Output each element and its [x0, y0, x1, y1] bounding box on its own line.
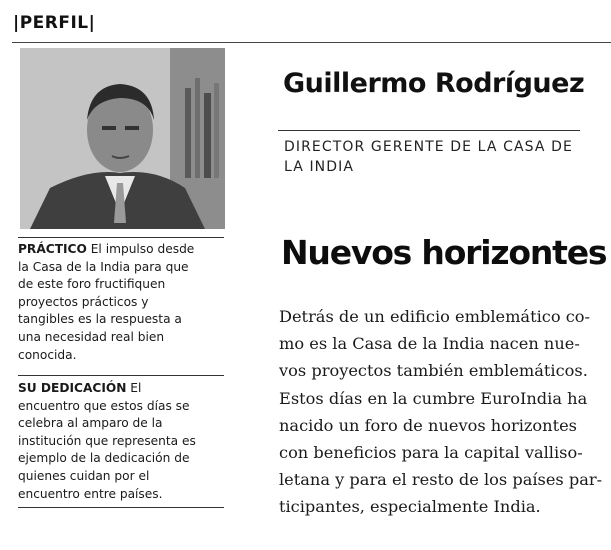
role-line-1: DIRECTOR GERENTE DE LA CASA DE	[284, 139, 573, 155]
practico-line-5: tangibles es la respuesta a	[18, 312, 182, 327]
body-line-5: nacido un foro de nuevos horizontes	[279, 416, 577, 435]
practico-line-1: El impulso desde	[86, 242, 195, 256]
section-tag: |PERFIL|	[13, 13, 96, 33]
practico-line-2: la Casa de la India para que	[18, 259, 189, 274]
body-line-4: Estos días en la cumbre EuroIndia ha	[279, 389, 588, 408]
practico-line-7: conocida.	[18, 347, 77, 362]
sidebar-divider-1	[18, 237, 224, 238]
practico-line-4: proyectos prácticos y	[18, 294, 149, 309]
role-line-2: LA INDIA	[284, 159, 355, 175]
dedicacion-line-3: celebra al amparo de la	[18, 416, 163, 431]
body-line-1: Detrás de un edificio emblemático co-	[279, 307, 591, 326]
practico-line-3: de este foro fructifiquen	[18, 277, 166, 292]
dedicacion-line-5: ejemplo de la dedicación de	[18, 451, 190, 466]
dedicacion-label: SU DEDICACIÓN	[18, 381, 127, 395]
body-line-6: con beneficios para la capital valliso-	[279, 443, 583, 462]
body-line-7: letana y para el resto de los países par-	[279, 470, 603, 489]
article-headline: Nuevos horizontes	[281, 233, 607, 272]
name-divider	[278, 130, 580, 131]
body-line-2: mo es la Casa de la India nacen nue-	[279, 334, 580, 353]
sidebar-divider-3	[18, 507, 224, 508]
dedicacion-line-7: encuentro entre países.	[18, 486, 163, 501]
sidebar-divider-2	[18, 375, 224, 376]
profile-name: Guillermo Rodríguez	[283, 68, 585, 99]
body-line-3: vos proyectos también emblemáticos.	[279, 361, 588, 380]
dedicacion-line-6: quienes cuidan por el	[18, 468, 150, 483]
top-divider	[12, 42, 611, 43]
portrait-icon	[20, 48, 225, 229]
profile-role	[284, 137, 584, 177]
practico-label: PRÁCTICO	[18, 242, 87, 256]
body-line-8: ticipantes, especialmente India.	[279, 497, 541, 516]
sidebar-practico	[18, 241, 226, 364]
portrait-photo	[20, 48, 225, 229]
dedicacion-line-1: El	[126, 381, 142, 395]
practico-line-6: una necesidad real bien	[18, 329, 165, 344]
sidebar-dedicacion	[18, 380, 226, 503]
dedicacion-line-2: encuentro que estos días se	[18, 398, 190, 413]
dedicacion-line-4: institución que representa es	[18, 433, 196, 448]
